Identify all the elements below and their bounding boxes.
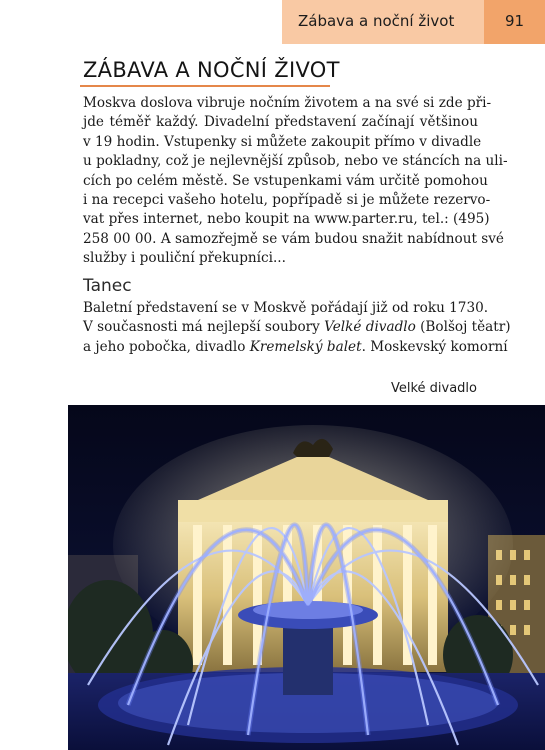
page-number: 91 [504,12,525,30]
text-line: Moskva doslova vibruje nočním životem a na své si zde při- [83,95,492,111]
intro-paragraph [83,94,508,269]
text-run: a jeho pobočka, divadlo [83,338,250,355]
photo-caption: Velké divadlo [390,381,477,396]
bolshoi-theatre-photo [68,405,545,750]
text-line [83,318,511,337]
text-run: (Bolšoj těatr) [415,319,511,336]
italic-venue-name: Kremelský balet [249,338,362,355]
text-run: . Moskevský komorní [361,338,508,355]
text-line: u pokladny, což je nejlevnější způsob, nebo ve stáncích na uli- [83,153,508,170]
running-header: Zábava a noční život [298,12,455,30]
page-number-box [484,0,545,44]
section-title: ZÁBAVA A NOČNÍ ŽIVOT [83,58,340,82]
text-line: i na recepci vašeho hotelu, popřípadě si je můžete rezervo- [83,192,491,209]
subheading-tanec: Tanec [83,276,132,296]
italic-venue-name: Velké divadlo [324,319,416,336]
text-line: cích po celém městě. Se vstupenkami vám určitě pomohou [83,172,488,189]
text-line: Baletní představení se v Moskvě pořádají již od roku 1730. [83,300,489,316]
dance-paragraph [83,299,511,357]
text-line: jde téměř každý. Divadelní představení začínají většinou [83,114,478,131]
text-line: 258 00 00. A samozřejmě se vám budou snažit nabídnout své [83,230,504,247]
text-line: v 19 hodin. Vstupenky si můžete zakoupit přímo v divadle [83,133,482,150]
text-run: V současnosti má nejlepší soubory [83,319,325,336]
text-line [83,338,508,357]
text-line: služby i pouliční překupníci... [83,250,286,267]
title-underline [80,85,330,87]
text-line: vat přes internet, nebo koupit na www.parter.ru, tel.: (495) [83,211,490,228]
